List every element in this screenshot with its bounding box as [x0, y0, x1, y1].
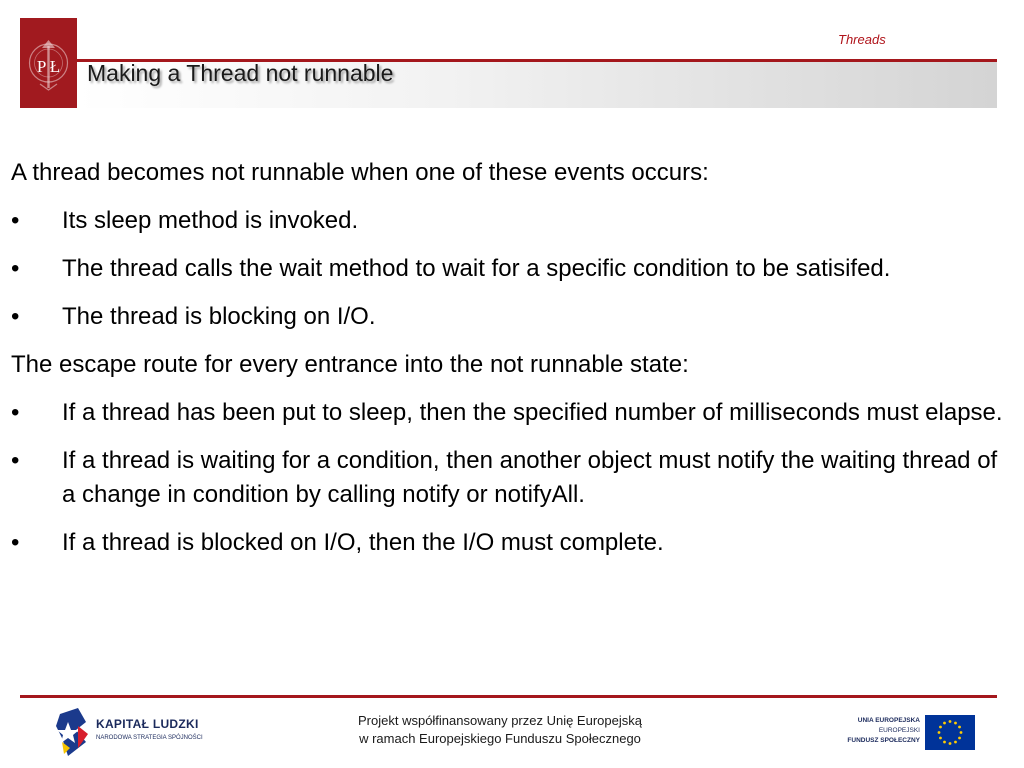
- list-item: [11, 300, 1011, 334]
- bullet-icon: •: [11, 255, 20, 282]
- eu-star-icon: [954, 722, 957, 725]
- list-item-text: If a thread is blocked on I/O, then the I/O must complete.: [62, 529, 664, 556]
- list-item-text: The thread calls the wait method to wait for a specific condition to be satisifed.: [62, 255, 891, 282]
- logo-text: P Ł: [36, 57, 61, 76]
- funding-line-2: w ramach Europejskiego Funduszu Społecznego: [359, 731, 641, 746]
- eu-label: [832, 716, 920, 746]
- eu-star-icon: [938, 731, 941, 734]
- list-item: [11, 526, 1011, 560]
- star-icon: [56, 708, 90, 756]
- events-intro: A thread becomes not runnable when one of these events occurs:: [11, 159, 709, 186]
- section-label: Threads: [838, 32, 886, 47]
- list-item-text: If a thread is waiting for a condition, then another object must notify the waiting thread of a change in condition by calling notify or notifyAll.: [62, 447, 998, 508]
- kapital-ludzki-subtitle: NARODOWA STRATEGIA SPÓJNOŚCI: [96, 735, 203, 741]
- eu-star-icon: [958, 737, 961, 740]
- funding-line-1: Projekt współfinansowany przez Unię Europejską: [358, 713, 642, 728]
- eu-star-icon: [939, 726, 942, 729]
- escape-intro: The escape route for every entrance into the not runnable state:: [11, 351, 689, 378]
- project-funding-note: [300, 712, 700, 748]
- eu-line-1: UNIA EUROPEJSKA: [857, 717, 920, 724]
- university-logo: [20, 18, 77, 108]
- crest-icon: [20, 18, 77, 108]
- list-item-text: The thread is blocking on I/O.: [62, 303, 376, 330]
- eu-star-icon: [943, 722, 946, 725]
- list-item: [11, 252, 1011, 286]
- kapital-ludzki-title: KAPITAŁ LUDZKI: [96, 717, 199, 731]
- eu-star-icon: [949, 720, 952, 723]
- eu-star-icon: [954, 741, 957, 744]
- slide-body: [11, 156, 1011, 574]
- list-item: [11, 444, 1011, 512]
- slide-title: Making a Thread not runnable: [87, 60, 394, 86]
- eu-line-3: FUNDUSZ SPOŁECZNY: [847, 737, 920, 744]
- list-item: [11, 204, 1011, 238]
- bullet-icon: •: [11, 447, 20, 474]
- list-item: [11, 396, 1011, 430]
- footer-divider: [20, 695, 997, 698]
- eu-star-icon: [958, 726, 961, 729]
- eu-star-icon: [939, 737, 942, 740]
- kapital-ludzki-logo: [56, 708, 206, 756]
- eu-star-icon: [960, 731, 963, 734]
- eu-flag-icon: [925, 715, 975, 750]
- list-item-text: If a thread has been put to sleep, then the specified number of milliseconds must elapse.: [62, 399, 1003, 426]
- eu-line-2: EUROPEJSKI: [878, 727, 920, 734]
- bullet-icon: •: [11, 529, 20, 556]
- bullet-icon: •: [11, 303, 20, 330]
- eu-flag: [925, 715, 975, 750]
- bullet-icon: •: [11, 399, 20, 426]
- bullet-icon: •: [11, 207, 20, 234]
- eu-star-icon: [943, 741, 946, 744]
- list-item-text: Its sleep method is invoked.: [62, 207, 359, 234]
- eu-star-icon: [949, 742, 952, 745]
